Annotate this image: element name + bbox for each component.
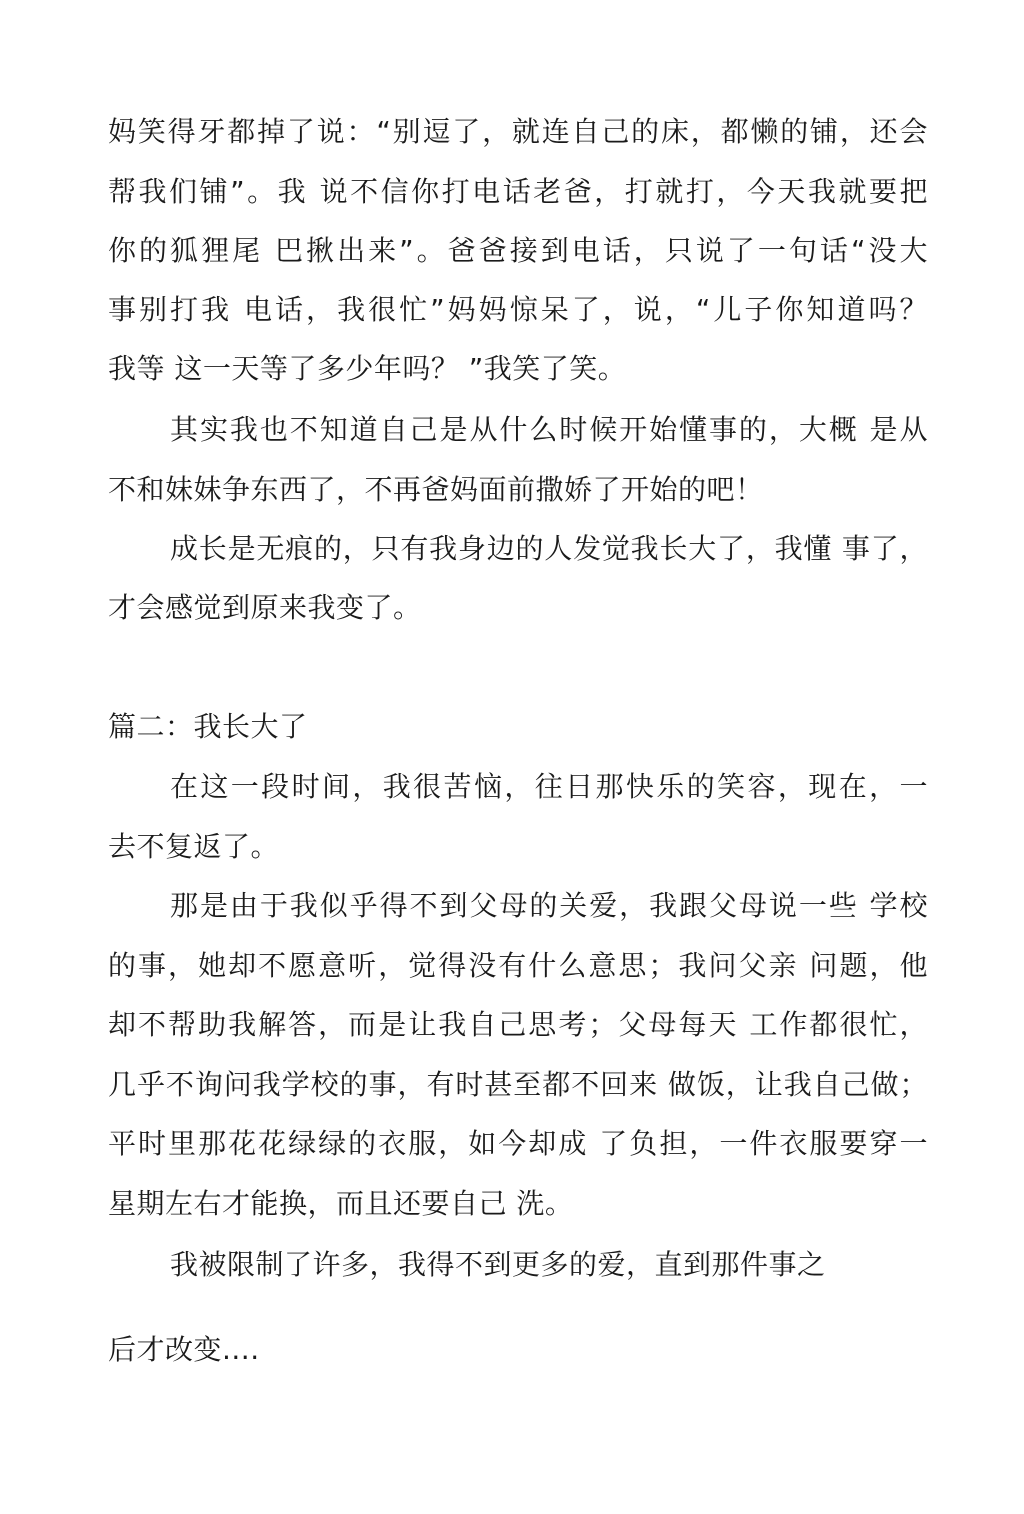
- text-line: 成长是无痕的，只有我身边的人发觉我长大了，我懂 事了，: [170, 532, 928, 565]
- text-line: 去不复返了。: [108, 830, 280, 863]
- text-line: 那是由于我似乎得不到父母的关爱，我跟父母说一些 学校: [170, 889, 928, 922]
- text-line: 的事，她却不愿意听，觉得没有什么意思；我问父亲 问题，他: [108, 949, 928, 982]
- text-line: 却不帮助我解答，而是让我自己思考；父母每天 工作都很忙，: [108, 1008, 928, 1041]
- text-line: 其实我也不知道自己是从什么时候开始懂事的，大概 是从: [170, 413, 928, 446]
- text-line: 后才改变....: [108, 1333, 260, 1366]
- text-line: 你的狐狸尾 巴揪出来”。爸爸接到电话，只说了一句话“没大: [108, 234, 928, 267]
- text-line: 帮我们铺”。我 说不信你打电话老爸，打就打，今天我就要把: [108, 175, 928, 208]
- text-line: 几乎不询问我学校的事，有时甚至都不回来 做饭，让我自己做；: [108, 1068, 928, 1101]
- text-line: 我被限制了许多，我得不到更多的爱，直到那件事之: [170, 1248, 826, 1281]
- text-line: 星期左右才能换，而且还要自己 洗。: [108, 1187, 574, 1220]
- text-line: 才会感觉到原来我变了。: [108, 591, 422, 624]
- section-heading: 篇二：我长大了: [108, 710, 308, 743]
- text-line: 事别打我 电话，我很忙”妈妈惊呆了，说，“儿子你知道吗？: [108, 293, 928, 326]
- text-line: 平时里那花花绿绿的衣服，如今却成 了负担，一件衣服要穿一: [108, 1127, 928, 1160]
- text-line: 在这一段时间，我很苦恼，往日那快乐的笑容，现在，一: [170, 770, 928, 803]
- text-line: 不和妹妹争东西了，不再爸妈面前撒娇了开始的吧！: [108, 473, 764, 506]
- text-line: 妈笑得牙都掉了说：“别逗了，就连自己的床，都懒的铺，还会: [108, 115, 928, 148]
- text-line: 我等 这一天等了多少年吗？ ”我笑了笑。: [108, 352, 627, 385]
